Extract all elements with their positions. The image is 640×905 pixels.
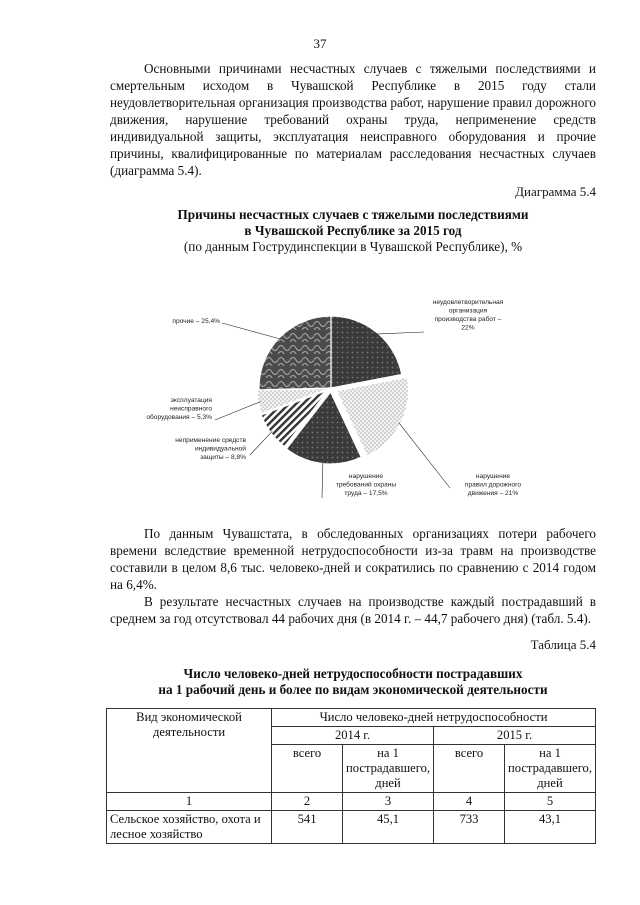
col-number-1: 1 bbox=[107, 793, 272, 811]
pie-slice-label-line: оборудования – 5,3% bbox=[146, 414, 212, 421]
pie-slice-label-line: индивидуальной bbox=[194, 445, 246, 453]
pie-slice-label bbox=[146, 397, 212, 421]
pie-slice-label-line: труда – 17,5% bbox=[344, 490, 388, 497]
pie-slice-label-line: неисправного bbox=[170, 405, 212, 413]
data-table bbox=[106, 708, 596, 844]
pie-slice-label bbox=[172, 318, 220, 325]
col-number-3: 3 bbox=[343, 793, 434, 811]
table-header-row-1 bbox=[107, 709, 596, 727]
pie-slice-label-line: нарушение bbox=[475, 473, 511, 480]
header-year-2014: 2014 г. bbox=[272, 727, 434, 745]
header-per-2015: на 1 пострадавшего, дней bbox=[504, 745, 595, 793]
pie-slice-label-line: нарушение bbox=[348, 473, 384, 480]
pie-slice-label bbox=[433, 299, 504, 332]
pie-slice-label-line: правил дорожного bbox=[464, 481, 522, 489]
paragraph-3: В результате несчастных случаев на производстве каждый пострадавший в среднем за год отсутствовал 44 рабочих дня (в 2014 г. – 44,7 рабочего дня) (табл. 5.4). bbox=[110, 594, 596, 626]
table-label: Таблица 5.4 bbox=[530, 637, 596, 652]
pie-slice-label-line: производства работ – bbox=[434, 316, 502, 323]
table-number-row bbox=[107, 793, 596, 811]
diagram-label: Диаграмма 5.4 bbox=[515, 184, 596, 199]
pie-leader-line bbox=[322, 462, 323, 498]
pie-slice-label-line: неприменение средств bbox=[175, 437, 246, 444]
pie-chart bbox=[110, 270, 610, 520]
pie-slice-label-line: требований охраны bbox=[335, 481, 397, 489]
pie-slice-label-line: прочие – 25,4% bbox=[172, 318, 220, 325]
pie-slice-label-line: неудовлетворительная bbox=[432, 299, 504, 306]
pie-leader-line bbox=[399, 423, 450, 488]
col-number-4: 4 bbox=[434, 793, 505, 811]
header-total-2014: всего bbox=[272, 745, 343, 793]
page-number: 37 bbox=[313, 36, 327, 51]
col-number-5: 5 bbox=[504, 793, 595, 811]
intro-paragraph: Основными причинами несчастных случаев с тяжелыми последствиями и смертельным исходом в Чувашской Республике в 2015 году стали неудовлетворительная организация производства работ, нарушение правил дорожного движения, нарушение требований охраны труда, неприменение средств индивидуальной защиты, эксплуатация неисправного оборудования и прочие причины, квалифицированные по материалам расследования несчастных случаев (диаграмма 5.4). bbox=[110, 61, 596, 178]
pie-slice-label-line: движения – 21% bbox=[467, 490, 519, 497]
chart-subtitle: (по данным Гострудинспекции в Чувашской Республике), % bbox=[183, 239, 523, 254]
pie-slice bbox=[259, 316, 331, 390]
pie-leader-line bbox=[250, 431, 272, 455]
table-row bbox=[107, 811, 596, 844]
row-activity: Сельское хозяйство, охота и лесное хозяйство bbox=[107, 811, 272, 844]
pie-slices bbox=[257, 316, 408, 464]
pie-slice-label-line: защиты – 8,8% bbox=[200, 454, 246, 461]
table-title bbox=[90, 666, 616, 698]
pie-slice-label-line: организация bbox=[448, 307, 488, 315]
row-2015-per: 43,1 bbox=[504, 811, 595, 844]
header-activity: Вид экономической деятельности bbox=[107, 709, 272, 793]
pie-slice-label-line: эксплуатация bbox=[170, 397, 212, 404]
chart-title-line-1: Причины несчастных случаев с тяжелыми последствиями bbox=[177, 207, 529, 222]
pie-chart-svg bbox=[110, 270, 610, 520]
header-per-2014: на 1 пострадавшего, дней bbox=[343, 745, 434, 793]
paragraph-2: По данным Чувашстата, в обследованных организациях потери рабочего времени вследствие временной нетрудоспособности из-за травм на производстве составили в целом 8,6 тыс. человеко-дней и сократились по сравнению с 2014 годом на 6,4%. bbox=[110, 526, 596, 592]
pie-leader-line bbox=[215, 402, 260, 420]
chart-title bbox=[90, 207, 616, 239]
row-2015-total: 733 bbox=[434, 811, 505, 844]
pie-slice-label bbox=[465, 473, 522, 497]
col-number-2: 2 bbox=[272, 793, 343, 811]
header-year-2015: 2015 г. bbox=[434, 727, 596, 745]
table-title-line-2: на 1 рабочий день и более по видам экономической деятельности bbox=[158, 682, 548, 697]
row-2014-per: 45,1 bbox=[343, 811, 434, 844]
pie-slice-label bbox=[336, 473, 397, 497]
row-2014-total: 541 bbox=[272, 811, 343, 844]
header-total-2015: всего bbox=[434, 745, 505, 793]
pie-slice-label bbox=[175, 437, 246, 461]
table-title-line-1: Число человеко-дней нетрудоспособности пострадавших bbox=[183, 666, 523, 681]
pie-leader-line bbox=[222, 323, 281, 339]
chart-title-line-2: в Чувашской Республике за 2015 год bbox=[244, 223, 462, 238]
pie-slice bbox=[331, 316, 402, 388]
header-group: Число человеко-дней нетрудоспособности bbox=[272, 709, 596, 727]
pie-slice-label-line: 22% bbox=[461, 324, 475, 332]
pie-leader-line bbox=[376, 332, 424, 334]
